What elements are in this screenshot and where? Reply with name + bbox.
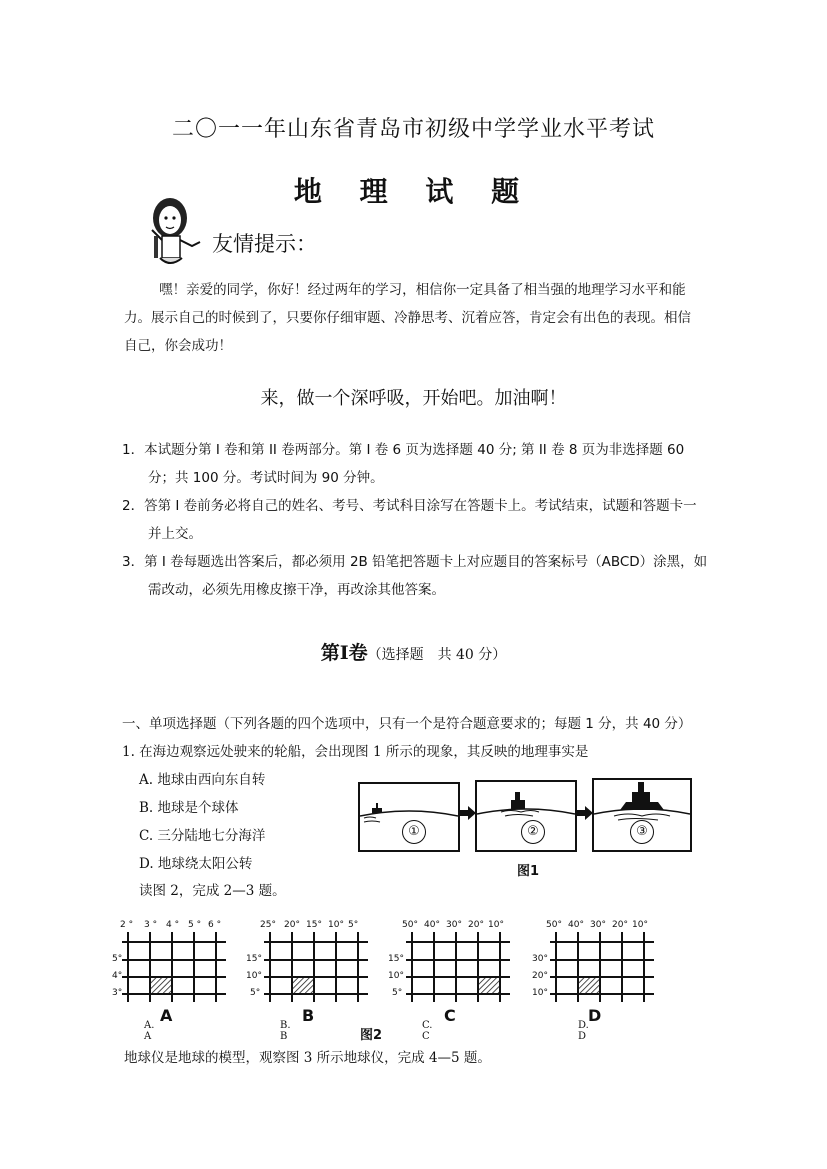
figure-1-panel-2 [475, 780, 577, 852]
panel-number: ③ [630, 820, 654, 844]
grid-a-lines [122, 932, 226, 1002]
globe-instruction: 地球仪是地球的模型，观察图 3 所示地球仪，完成 4—5 题。 [124, 1050, 491, 1066]
cartoon-girl-illustration [140, 196, 210, 274]
grid-letter: C [444, 1006, 456, 1025]
grid-option-label: D. D [578, 1020, 589, 1042]
figure-1-panel-1 [358, 782, 460, 852]
grid-top-label: 10° [328, 920, 344, 930]
grid-left-label: 10° [246, 971, 262, 981]
grid-top-label: 4 ° [166, 920, 180, 930]
grid-top-label: 10° [632, 920, 648, 930]
arrow-right-icon [458, 806, 476, 820]
grid-d-lines [550, 932, 654, 1002]
grid-left-label: 20° [532, 971, 548, 981]
tips-label: 友情提示： [212, 232, 317, 256]
grid-top-label: 25° [260, 920, 276, 930]
grid-left-label: 15° [388, 954, 404, 964]
exam-title: 二〇一一年山东省青岛市初级中学学业水平考试 [171, 117, 655, 142]
subject-title: 地 理 试 题 [293, 175, 534, 208]
figure-2-caption: 图2 [360, 1028, 383, 1043]
grid-letter: D [588, 1006, 602, 1025]
grid-top-label: 40° [424, 920, 440, 930]
question-1-option-b: B. 地球是个球体 [139, 800, 239, 816]
grid-left-label: 30° [532, 954, 548, 964]
question-1-stem: 1. 在海边观察远处驶来的轮船，会出现图 1 所示的现象，其反映的地理事实是 [122, 744, 589, 760]
cheer-line: 来，做一个深呼吸，开始吧。加油啊！ [260, 388, 567, 409]
grid-option-label: B. B [280, 1020, 291, 1042]
grid-top-label: 15° [306, 920, 322, 930]
grid-left-label: 5° [112, 954, 123, 964]
grid-top-label: 20° [284, 920, 300, 930]
grid-top-label: 30° [590, 920, 606, 930]
panel-number: ① [402, 820, 426, 844]
rule-item: 2．答第 I 卷前务必将自己的姓名、考号、考试科目涂写在答题卡上。考试结束，试题和答题卡一并上交。 [122, 498, 697, 542]
rule-item: 3．第 I 卷每题选出答案后，都必须用 2B 铅笔把答题卡上对应题目的答案标号（ABCD）涂黑，如需改动，必须先用橡皮擦干净，再改涂其他答案。 [122, 554, 708, 598]
rules-list [122, 436, 708, 604]
figure-1-caption: 图1 [517, 864, 540, 879]
grid-left-label: 5° [392, 988, 403, 998]
intro-paragraph: 嘿！亲爱的同学，你好！经过两年的学习，相信你一定具备了相当强的地理学习水平和能力。展示自己的时候到了，只要你仔细审题、冷静思考、沉着应答，肯定会有出色的表现。相信自己，你会成功！ [124, 282, 691, 354]
volume-heading [0, 638, 827, 665]
grid-left-label: 3° [112, 988, 123, 998]
section-heading: 一、单项选择题（下列各题的四个选项中，只有一个是符合题意要求的；每题 1 分，共 40 分） [122, 716, 692, 732]
volume-subtitle: （选择题 共 40 分） [367, 647, 507, 663]
grid-top-label: 20° [468, 920, 484, 930]
grid-top-label: 40° [568, 920, 584, 930]
grid-letter: B [302, 1006, 315, 1025]
grid-b-lines [264, 932, 368, 1002]
read-figure-2-instruction: 读图 2，完成 2—3 题。 [139, 883, 286, 899]
grid-left-label: 15° [246, 954, 262, 964]
grid-left-label: 5° [250, 988, 261, 998]
grid-option-label: C. C [422, 1020, 433, 1042]
grid-top-label: 3 ° [144, 920, 158, 930]
grid-top-label: 6 ° [208, 920, 222, 930]
grid-option-label: A. A [144, 1020, 155, 1042]
grid-top-label: 20° [612, 920, 628, 930]
grid-c-lines [406, 932, 510, 1002]
grid-top-label: 10° [488, 920, 504, 930]
grid-top-label: 30° [446, 920, 462, 930]
question-1-option-d: D. 地球绕太阳公转 [139, 856, 253, 872]
grid-top-label: 5 ° [188, 920, 202, 930]
volume-title: 第Ⅰ卷 [320, 642, 368, 664]
arrow-right-icon [575, 806, 593, 820]
grid-top-label: 50° [402, 920, 418, 930]
question-1-option-a: A. 地球由西向东自转 [139, 772, 266, 788]
grid-left-label: 10° [388, 971, 404, 981]
grid-left-label: 4° [112, 971, 123, 981]
grid-letter: A [160, 1006, 173, 1025]
grid-top-label: 5° [348, 920, 359, 930]
question-1-option-c: C. 三分陆地七分海洋 [139, 828, 266, 844]
panel-number: ② [521, 820, 545, 844]
grid-top-label: 2 ° [120, 920, 134, 930]
figure-1-panel-3 [592, 778, 692, 852]
rule-item: 1．本试题分第 I 卷和第 II 卷两部分。第 I 卷 6 页为选择题 40 分; 第 II 卷 8 页为非选择题 60 分；共 100 分。考试时间为 90 分钟。 [122, 442, 685, 486]
grid-left-label: 10° [532, 988, 548, 998]
grid-top-label: 50° [546, 920, 562, 930]
